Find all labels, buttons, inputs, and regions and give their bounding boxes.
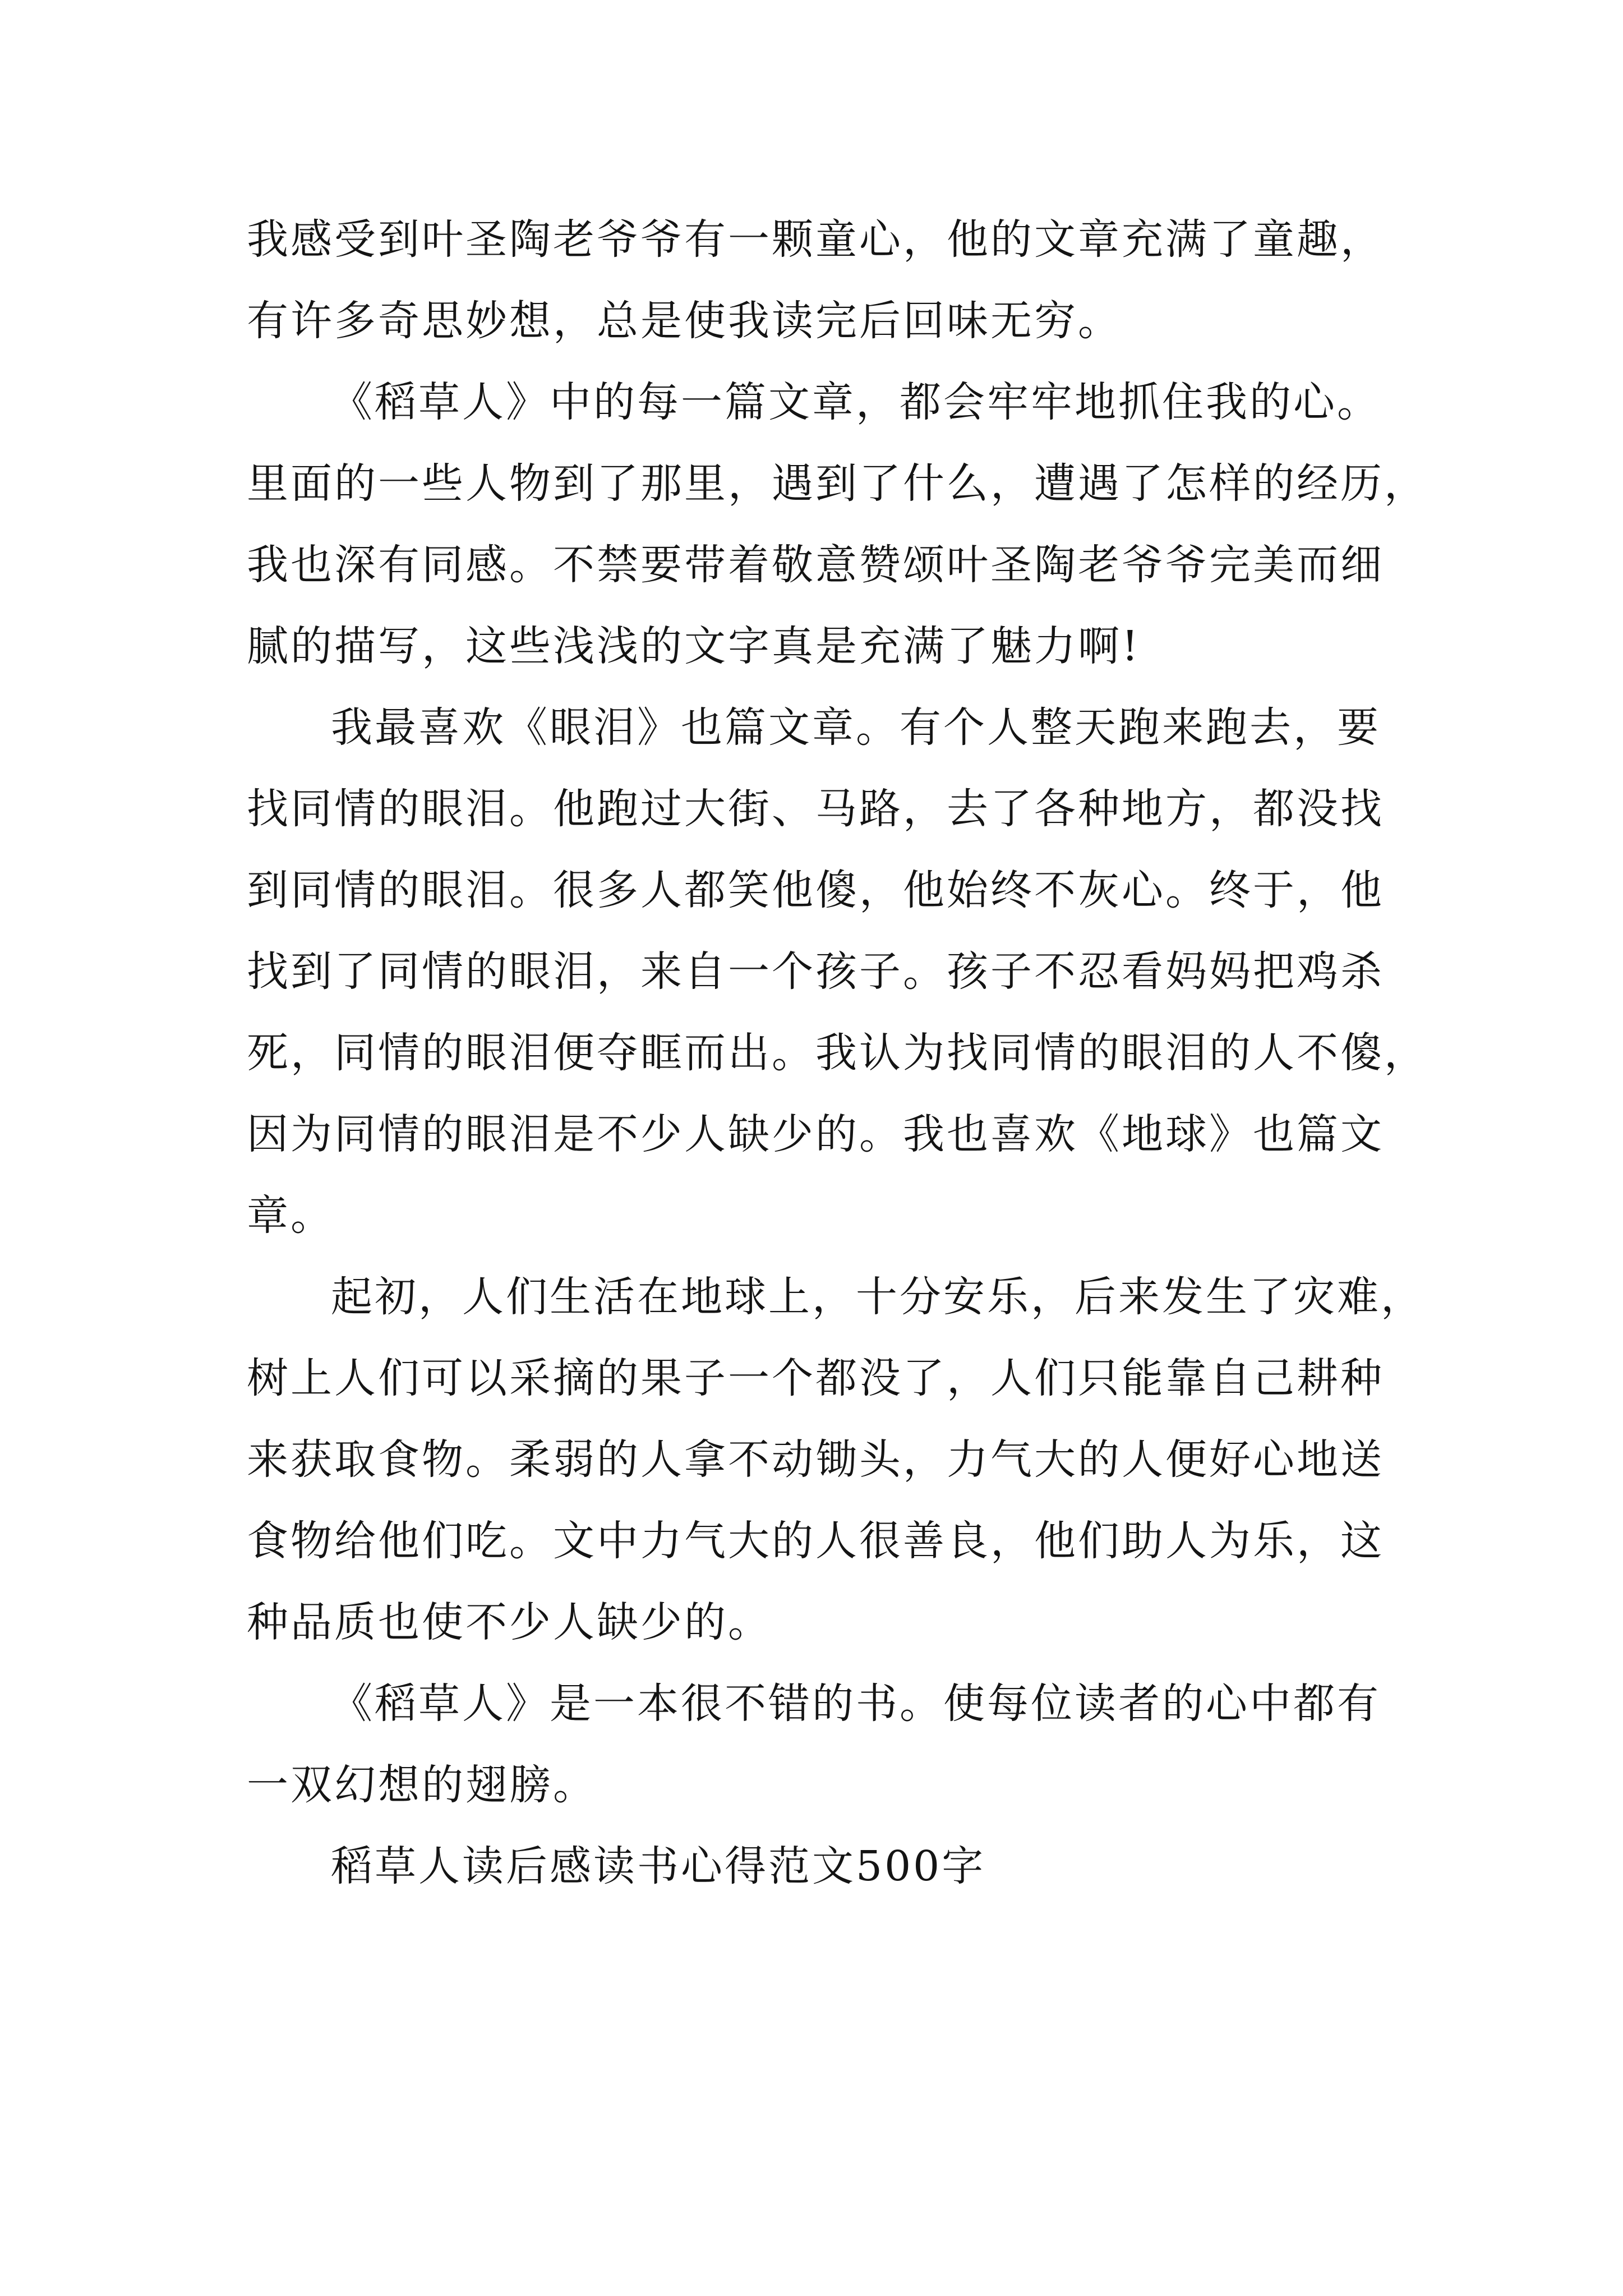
text-line: 找同情的眼泪。他跑过大街、马路，去了各种地方，都没找 xyxy=(247,785,1384,833)
text-line: 里面的一些人物到了那里，遇到了什么，遭遇了怎样的经历， xyxy=(247,459,1428,508)
document-body xyxy=(247,199,1428,1907)
text-line: 起初，人们生活在地球上，十分安乐，后来发生了灾难， xyxy=(331,1273,1424,1321)
text-line: 种品质也使不少人缺少的。 xyxy=(247,1598,772,1646)
text-line: 找到了同情的眼泪，来自一个孩子。孩子不忍看妈妈把鸡杀 xyxy=(247,947,1384,996)
text-line: 来获取食物。柔弱的人拿不动锄头，力气大的人便好心地送 xyxy=(247,1435,1384,1484)
text-line: 章。 xyxy=(247,1191,334,1240)
text-line: 《稻草人》中的每一篇文章，都会牢牢地抓住我的心。 xyxy=(331,378,1381,426)
document-title-line: 稻草人读后感读书心得范文500字 xyxy=(331,1842,986,1890)
text-line: 我也深有同感。不禁要带着敬意赞颂叶圣陶老爷爷完美而细 xyxy=(247,541,1384,589)
text-line: 食物给他们吃。文中力气大的人很善良，他们助人为乐，这 xyxy=(247,1517,1384,1565)
text-line: 有许多奇思妙想，总是使我读完后回味无穷。 xyxy=(247,297,1122,345)
text-line: 我最喜欢《眼泪》也篇文章。有个人整天跑来跑去，要 xyxy=(331,703,1381,752)
text-line: 死，同情的眼泪便夺眶而出。我认为找同情的眼泪的人不傻， xyxy=(247,1029,1428,1077)
text-line: 一双幻想的翅膀。 xyxy=(247,1761,597,1809)
text-line: 腻的描写，这些浅浅的文字真是充满了魅力啊! xyxy=(247,622,1141,670)
text-line: 我感受到叶圣陶老爷爷有一颗童心，他的文章充满了童趣， xyxy=(247,215,1384,264)
text-line: 树上人们可以采摘的果子一个都没了，人们只能靠自己耕种 xyxy=(247,1354,1384,1402)
text-line: 因为同情的眼泪是不少人缺少的。我也喜欢《地球》也篇文 xyxy=(247,1110,1384,1158)
text-line: 到同情的眼泪。很多人都笑他傻，他始终不灰心。终于，他 xyxy=(247,866,1384,914)
text-line: 《稻草人》是一本很不错的书。使每位读者的心中都有 xyxy=(331,1680,1381,1728)
